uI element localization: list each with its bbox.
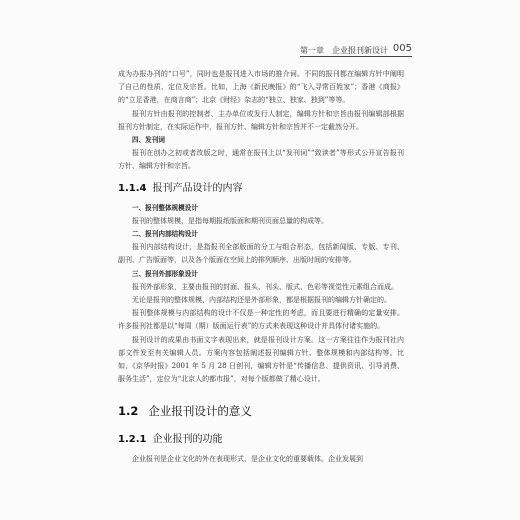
paragraph: 报刊方针由报刊的控制者、主办单位或发行人制定，编辑方针和宗旨由报刊编辑部根据报刊方针制定，在实际运作中，报刊方针、编辑方针和宗旨并不一定截然分开。 (118, 109, 404, 131)
section-title: 企业报刊设计的意义 (148, 404, 252, 419)
section-title: 报刊产品设计的内容 (152, 182, 243, 194)
section-number: 1.2 (118, 404, 139, 419)
section-heading-1-1-4 (118, 179, 404, 199)
subheading-overall-scale: 一、报刊整体规模设计 (132, 203, 198, 212)
page-body (118, 68, 404, 467)
section-number: 1.2.1 (118, 434, 147, 446)
subheading-launch-statement: 四、发刊词 (132, 136, 165, 145)
paragraph: 企业报刊是企业文化的外在表现形式，是企业文化的重要载体。企业发展到 (132, 455, 363, 464)
paragraph: 报刊内部结构设计，是指报刊全部版面的分工与组合形态，包括新闻版、专版、专刊、副刊、广告版面等，以及各个版面在空间上的排列顺序、出版时间的安排等。 (118, 243, 404, 265)
paragraph: 报刊在创办之初或者改版之时，通常在报刊上以“发刊词”“致读者”等形式公开宣告报刊方针、编辑方针和宗旨。 (118, 149, 404, 171)
subheading-internal-structure: 二、报刊内部结构设计 (132, 230, 198, 239)
section-number: 1.1.4 (118, 182, 147, 194)
section-heading-1-2-1 (118, 430, 404, 450)
page-number: 005 (392, 43, 412, 54)
paragraph: 报刊外部形象，主要由报刊的封面、报头、刊头、版式、色彩等视觉性元素组合而成。 (132, 282, 398, 291)
paragraph: 无论是报刊的整体规模、内部结构还是外部形象，都是根据报刊的编辑方针确定的。 (132, 296, 391, 305)
subheading-external-image: 三、报刊外部形象设计 (132, 269, 198, 278)
paragraph: 报刊整体规模与内部结构的设计不仅是一种定性的考虑，而且要进行精确的定量安排。许多报刊社都是以“每周（期）版面运行表”的方式来表现这种设计并具体付诸实施的。 (118, 309, 404, 331)
header-rule (300, 56, 412, 57)
chapter-title: 第一章 企业报刊新设计 (300, 46, 388, 55)
section-title: 企业报刊的功能 (152, 434, 223, 446)
paragraph: 报刊的整体规模，是指每期报纸版面和期刊页面总量的构成等。 (132, 216, 328, 225)
paragraph: 报刊设计的成果由书面文字表现出来，就是报刊设计方案。这一方案往往作为报刊社内部文件发至有关编辑人员。方案内容包括阐述报刊编辑方针、整体规模和内部结构等。比如，《京华时报》2001 年 5 月 28 日创刊，编辑方针是“传播信息、提供资讯、引导消费、服务生活”，定位为“北京人的都市报”，对每个版都做了精心设计。 (118, 335, 404, 384)
paragraph-continued: 成为办报办刊的“口号”，同时也是报刊进入市场的推介词。不同的报刊都在编辑方针中阐明了自己的性质、定位及宗旨。比如，上海《新民晚报》的“飞入寻常百姓家”；香港《商报》的“立足香港，在商言商”；北京《财经》杂志的“独立、独家、独到”等等。 (118, 70, 404, 105)
section-heading-1-2 (118, 400, 404, 422)
